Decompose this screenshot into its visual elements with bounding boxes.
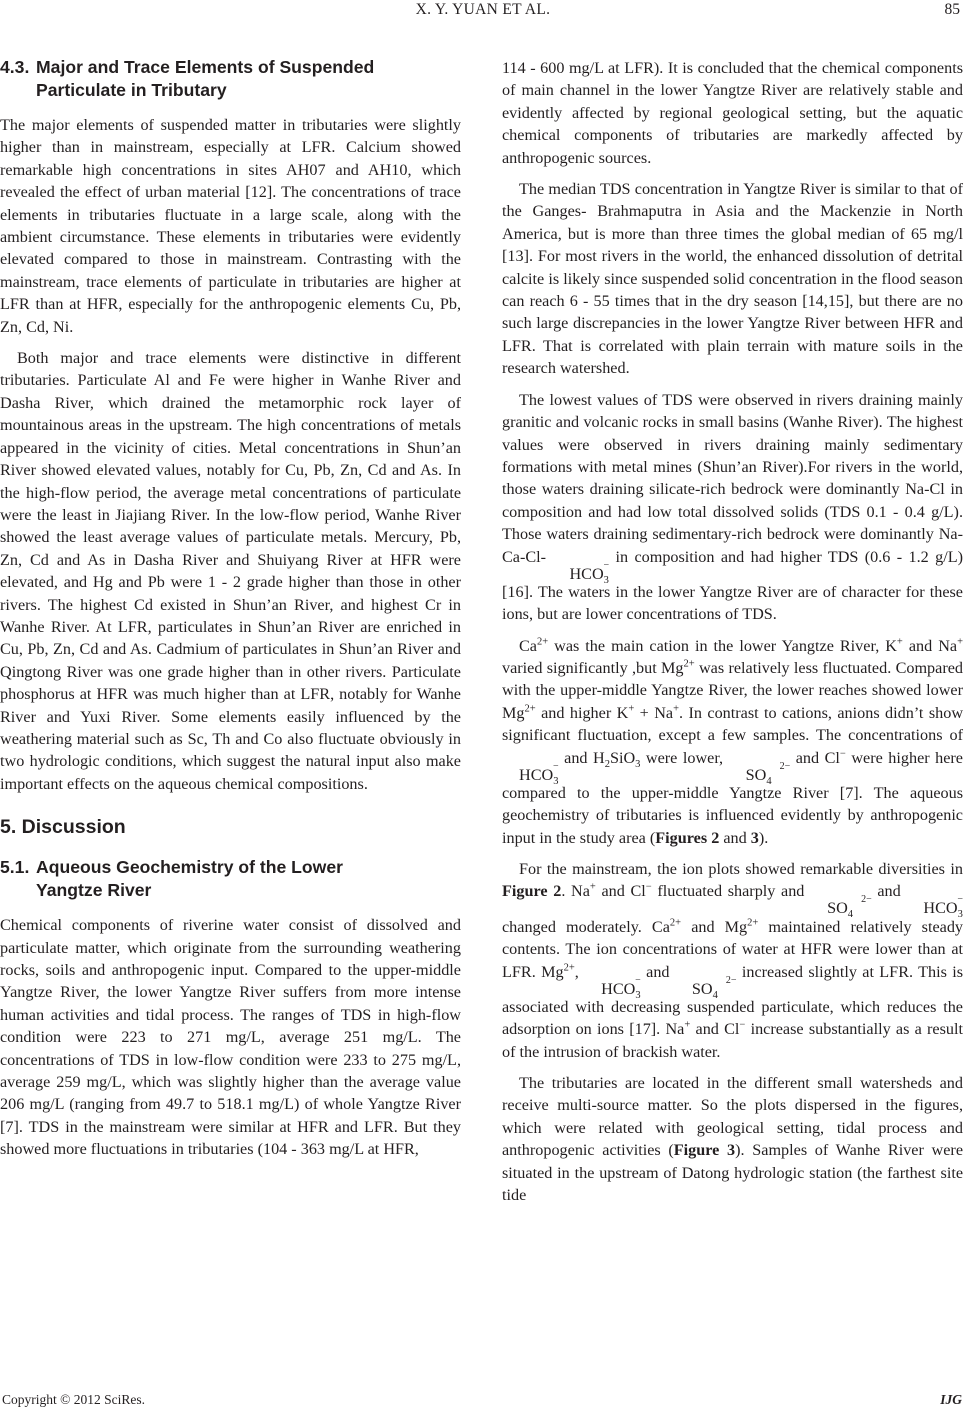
- paragraph: The major elements of suspended matter in tributaries were slightly higher than in mainstream, especially at LFR. Calcium showed remarkable high concentrations in sites AH07 and AH10, which revealed the effect of urban material [12]. The concentrations of trace elements in tributaries fluctuate in a large scale, along with the ambient circumstance. These elements in tributaries were evidently elevated compared to those in mainstream. Contrasting with the mainstream, trace elements of particulate in tributaries are higher at LFR than at HFR, especially for the anthropogenic elements Cu, Pb, Zn, Cd, Ni.: [0, 116, 461, 336]
- running-head: X. Y. YUAN ET AL.: [415, 1, 551, 18]
- bicarbonate-ion: − $HCO_3$: [601, 974, 641, 1001]
- sulfate-ion: 2− $SO_4$: [827, 894, 872, 921]
- figure-ref[interactable]: Figures 2: [655, 828, 720, 847]
- sulfate-ion: 2− $SO_4$: [691, 974, 737, 1001]
- journal-abbrev: IJG: [940, 1392, 962, 1407]
- section-5-heading: 5. Discussion: [0, 816, 126, 839]
- section-number: 5.1.: [0, 857, 30, 878]
- section-title-line1: Major and Trace Elements of Suspended: [36, 57, 375, 77]
- paragraph: 114 - 600 mg/L at LFR). It is concluded that the chemical components of main channel in the lower Yangtze River are relatively stable and evidently affected by regional geological setting, but the aquatic chemical components of tributaries are markedly affected by anthropogenic sources.: [502, 59, 963, 167]
- paragraph: The median TDS concentration in Yangtze River is similar to that of the Ganges- Brahmaputra in Asia and the Mackenzie in North America, but is more than three times the global median of 65 mg/l [13]. For most rivers in the world, the enhanced dissolution of detrital calcite is likely since suspended solid concentration in the flood season can reach 6 - 55 times that in the dry season [14,15], but there are no such large discrepancies in the lower Yangtze River between HFR and LFR. That is correlated with plain terrain with mature soils in the research watershed.: [502, 180, 963, 378]
- sulfate-ion: 2− $SO_4$: [745, 760, 791, 787]
- right-column: [502, 57, 963, 1215]
- left-column: [0, 56, 461, 1170]
- paragraph: Both major and trace elements were distinctive in different tributaries. Particulate Al and Fe were higher in Wanhe River and Dasha River, which drained the metamorphic rock layer of mountainous areas in the upstream. The high concentrations of metals appeared in the vicinity of cities. Metal concentrations in Shun’an River showed elevated values, notably for Cu, Pb, Zn, Cd and As. In the high-flow period, the average metal concentrations of particulate were the least in Jiajiang River. In the low-flow period, Wanhe River showed the least average values of particulate metals. Mercury, Pb, Zn, Cd and As in Dasha River and Shuiyang River at HFR were elevated, and Hg and Pb were 1 - 2 grade higher than those in other rivers. The highest Cd existed in Shun’an River, and highest Cr in Wanhe River. At LFR, particulates in Shun’an River are enriched in Cu, Pb, Zn, Cd and As. Cadmium of particulates in Shun’an River and Qingtong River was one grade higher than in other rivers. Particulate phosphorus at HFR was much higher than at LFR, notably for Wanhe River and Yuxi River. Some elements easily influenced by the weathering material such as Sc, Th and Co also fluctuate obviously in two hydrologic conditions, which suggest the natural input also make important effects on the aqueous chemical compositions.: [0, 349, 461, 793]
- bicarbonate-ion: − $HCO_3$: [569, 559, 610, 586]
- paragraph: $Ca^{2+}$ was the main cation in the lower Yangtze River, K+ and Na+ varied significantly ,but $Mg^{2+}$ was relatively less fluctuated. Compared with the upper-middle Yangtze River, the lower reaches showed lower $Mg^{2+}$ and higher K+ + Na+. In contrast to cations, anions didn’t show significant fluctuation, except a few samples. The concentrations of − $HCO_3$ and $H_2SiO_3$ were lower, 2− $SO_4$ and Cl− were higher here compared to the upper-middle Yangtze River [7]. The aqueous geochemistry of tributaries is influenced evidently by anthropogenic input in the study area (Figures 2 and 3).: [502, 636, 964, 847]
- section-title-line2: Particulate in Tributary: [36, 80, 227, 100]
- figure-ref[interactable]: Figure: [673, 1141, 720, 1160]
- paragraph: The lowest values of TDS were observed in rivers draining mainly granitic and volcanic rocks in small basins (Wanhe River). The highest values were observed in rivers draining mainly sedimentary formations with metal mines (Shun’an River).For rivers in the world, those waters draining silicate-rich bedrock were dominantly Na-Cl in composition and had low total dissolved solids (TDS 0.1 - 0.4 g/L). Those waters draining sedimentary-rich bedrock were dominantly Na-Ca-Cl- − $HCO_3$ in composition and had higher TDS (0.6 - 1.2 g/L) [16]. The waters in the lower Yangtze River are of character for these ions, but are lower concentrations of TDS.: [502, 390, 964, 624]
- page-number: 85: [944, 1, 960, 18]
- paragraph: For the mainstream, the ion plots showed remarkable diversities in Figure 2. Na+ and Cl− fluctuated sharply and 2− $SO_4$ and − $HCO_3$ changed moderately. $Ca^{2+}$ and $Mg^{2+}$ maintained relatively steady contents. The ion concentrations of water at HFR were lower than at LFR. $Mg^{2+}$, − $HCO_3$ and 2− $SO_4$ increased slightly at LFR. This is associated with decreasing suspended particulate, which reduces the adsorption on ions [17]. Na+ and Cl− increase substantially as a result of the intrusion of brackish water.: [502, 860, 964, 1061]
- section-5-1-heading: [0, 856, 461, 902]
- bicarbonate-ion: − $HCO_3$: [519, 760, 559, 787]
- figure-ref[interactable]: 3: [750, 828, 759, 847]
- paragraph: The tributaries are located in the different small watersheds and receive multi-source matter. So the plots dispersed in the figures, which were related with geological setting, tidal process and anthropogenic activities (Figure 3). Samples of Wanhe River were situated in the upstream of Datong hydrologic station (the farthest site tide: [502, 1073, 964, 1204]
- section-title-line2: Yangtze River: [36, 880, 152, 901]
- page-footer: [0, 1392, 966, 1412]
- section-4-3-heading: [0, 56, 461, 102]
- section-title-line1: Aqueous Geochemistry of the Lower: [36, 857, 343, 878]
- paragraph: Chemical components of riverine water consist of dissolved and particulate matter, which originate from the surrounding weathering rocks, soils and anthropogenic input. Compared to the upper-middle Yangtze River, the lower Yangtze River suffers from more intense human activities and tidal process. The ranges of TDS in high-flow condition were 223 to 271 mg/L, average 251 mg/L. The concentrations of TDS in low-flow condition were 233 to 275 mg/L, average 259 mg/L, which was slightly higher than the average value 206 mg/L (ranging from 49.7 to 518.1 mg/L) of whole Yangtze River [7]. TDS in the mainstream were similar at HFR and LFR. But they showed more fluctuations in tributaries (104 - 363 mg/L at HFR,: [0, 916, 461, 1159]
- copyright-notice: Copyright © 2012 SciRes.: [2, 1392, 146, 1407]
- page-header: [0, 0, 966, 30]
- figure-ref[interactable]: 3: [727, 1141, 736, 1160]
- figure-ref[interactable]: Figure 2: [502, 882, 562, 901]
- section-number: 4.3.: [0, 57, 30, 77]
- bicarbonate-ion: − $HCO_3$: [923, 894, 964, 921]
